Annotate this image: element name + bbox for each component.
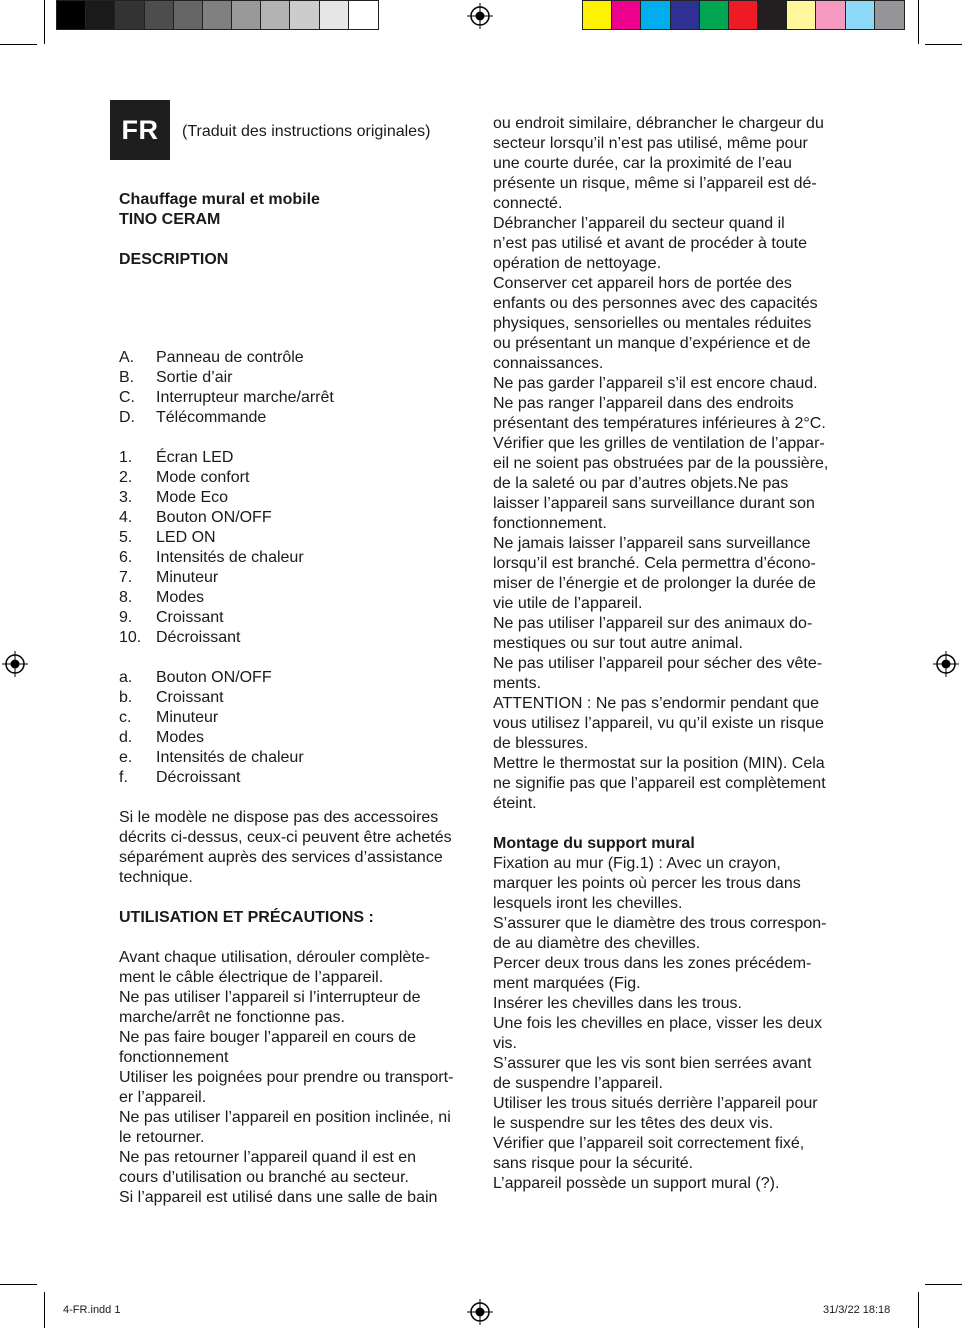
text-line: ou endroit similaire, débrancher le chargeur du bbox=[493, 115, 824, 132]
list-item-label: Écran LED bbox=[156, 449, 234, 466]
text-line: ment le câble électrique de l’appareil. bbox=[119, 969, 384, 986]
text-line: Vérifier que les grilles de ventilation de l’appar- bbox=[493, 435, 825, 452]
text-line: décrits ci-dessus, ceux-ci peuvent être achetés bbox=[119, 829, 452, 846]
text-line: ment marquées (Fig. bbox=[493, 975, 641, 992]
text-line: S’assurer que le diamètre des trous correspon- bbox=[493, 915, 827, 932]
list-item-label: Décroissant bbox=[156, 769, 241, 786]
text-line: vis. bbox=[493, 1035, 517, 1052]
color-swatch bbox=[86, 1, 115, 29]
text-line: S’assurer que les vis sont bien serrées avant bbox=[493, 1055, 812, 1072]
color-swatch bbox=[290, 1, 319, 29]
list-item-label: Décroissant bbox=[156, 629, 241, 646]
text-line: technique. bbox=[119, 869, 193, 886]
list-item-key: d. bbox=[119, 729, 133, 746]
list-item-label: Modes bbox=[156, 729, 205, 746]
text-line: Ne pas faire bouger l’appareil en cours de bbox=[119, 1029, 417, 1046]
footer-date: 31/3/22 18:18 bbox=[823, 1304, 891, 1316]
text-line: Ne pas utiliser l’appareil sur des animaux do- bbox=[493, 615, 813, 632]
text-line: eil ne soient pas obstruées par de la poussière, bbox=[493, 455, 829, 472]
text-line: marquer les points où percer les trous dans bbox=[493, 875, 801, 892]
text-line: ou présentant un manque d’expérience et de bbox=[493, 335, 811, 352]
text-line: lorsqu’il est branché. Cela permettra d’écono- bbox=[493, 555, 816, 572]
list-item-key: c. bbox=[119, 709, 132, 726]
color-swatch bbox=[203, 1, 232, 29]
color-swatch bbox=[816, 1, 845, 29]
list-item-label: Panneau de contrôle bbox=[156, 349, 304, 366]
list-item-key: b. bbox=[119, 689, 133, 706]
list-item-label: Interrupteur marche/arrêt bbox=[156, 389, 334, 406]
text-line: Si le modèle ne dispose pas des accessoires bbox=[119, 809, 439, 826]
language-badge: FR bbox=[110, 100, 170, 160]
text-line: connaissances. bbox=[493, 355, 604, 372]
text-line: de au diamètre des chevilles. bbox=[493, 935, 701, 952]
list-item bbox=[119, 508, 469, 528]
list-item bbox=[119, 728, 469, 748]
text-line: Ne jamais laisser l’appareil sans surveillance bbox=[493, 535, 811, 552]
color-swatch bbox=[846, 1, 875, 29]
text-line: secteur lorsqu’il n’est pas utilisé, même pour bbox=[493, 135, 808, 152]
color-swatch bbox=[174, 1, 203, 29]
product-title-line2: TINO CERAM bbox=[119, 211, 221, 228]
registration-mark-icon bbox=[933, 651, 959, 677]
crop-mark bbox=[44, 0, 45, 44]
text-line: Vérifier que l’appareil soit correctement fixé, bbox=[493, 1135, 805, 1152]
list-item-key: C. bbox=[119, 389, 135, 406]
text-line: éteint. bbox=[493, 795, 537, 812]
color-swatch bbox=[145, 1, 174, 29]
text-line: ATTENTION : Ne pas s’endormir pendant que bbox=[493, 695, 820, 712]
usage-heading: UTILISATION ET PRÉCAUTIONS : bbox=[119, 909, 374, 926]
text-line: Mettre le thermostat sur la position (MIN). Cela bbox=[493, 755, 825, 772]
list-item-label: LED ON bbox=[156, 529, 216, 546]
text-line: fonctionnement bbox=[119, 1049, 229, 1066]
registration-mark-icon bbox=[467, 1299, 493, 1325]
list-item-key: 10. bbox=[119, 629, 142, 646]
text-line: de blessures. bbox=[493, 735, 589, 752]
list-item bbox=[119, 348, 469, 368]
color-swatch bbox=[641, 1, 670, 29]
text-line: présente un risque, même si l’appareil est dé- bbox=[493, 175, 817, 192]
remote-control-list bbox=[119, 668, 469, 788]
list-item bbox=[119, 608, 469, 628]
color-swatch bbox=[612, 1, 641, 29]
text-line: physiques, sensorielles ou mentales réduites bbox=[493, 315, 812, 332]
text-line: Avant chaque utilisation, dérouler complète- bbox=[119, 949, 430, 966]
product-title-line1: Chauffage mural et mobile bbox=[119, 191, 320, 208]
list-item-key: 4. bbox=[119, 509, 133, 526]
crop-mark bbox=[0, 1284, 37, 1285]
text-line: vie utile de l’appareil. bbox=[493, 595, 643, 612]
text-line: connecté. bbox=[493, 195, 563, 212]
text-line: une courte durée, car la proximité de l’eau bbox=[493, 155, 792, 172]
text-line: marche/arrêt ne fonctionne pas. bbox=[119, 1009, 345, 1026]
list-item-key: f. bbox=[119, 769, 128, 786]
list-item-label: Croissant bbox=[156, 689, 224, 706]
left-column bbox=[119, 190, 469, 1208]
registration-mark-icon bbox=[2, 651, 28, 677]
list-item-label: Intensités de chaleur bbox=[156, 549, 304, 566]
footer-file: 4-FR.indd 1 bbox=[63, 1304, 121, 1316]
list-item-key: 6. bbox=[119, 549, 133, 566]
text-line: le suspendre sur les têtes des deux vis. bbox=[493, 1115, 774, 1132]
text-line: Ne pas utiliser l’appareil si l’interrupteur de bbox=[119, 989, 421, 1006]
list-item-label: Minuteur bbox=[156, 709, 219, 726]
usage-paragraph bbox=[119, 948, 469, 1208]
list-item bbox=[119, 548, 469, 568]
list-item bbox=[119, 628, 469, 648]
text-line: de suspendre l’appareil. bbox=[493, 1075, 663, 1092]
crop-mark bbox=[918, 1292, 919, 1328]
text-line: mestiques ou sur tout autre animal. bbox=[493, 635, 743, 652]
color-swatch bbox=[787, 1, 816, 29]
list-item bbox=[119, 568, 469, 588]
mount-heading: Montage du support mural bbox=[493, 835, 695, 852]
list-item-label: Modes bbox=[156, 589, 205, 606]
description-heading: DESCRIPTION bbox=[119, 251, 229, 268]
crop-mark bbox=[918, 0, 919, 44]
list-item bbox=[119, 588, 469, 608]
text-line: ments. bbox=[493, 675, 542, 692]
list-item-key: 7. bbox=[119, 569, 133, 586]
color-swatch bbox=[57, 1, 86, 29]
text-line: opération de nettoyage. bbox=[493, 255, 662, 272]
text-line: ne signifie pas que l’appareil est complètement bbox=[493, 775, 826, 792]
list-item-label: Télécommande bbox=[156, 409, 267, 426]
list-item-label: Croissant bbox=[156, 609, 224, 626]
text-line: Insérer les chevilles dans les trous. bbox=[493, 995, 742, 1012]
list-item-label: Mode Eco bbox=[156, 489, 229, 506]
text-line: miser de l’énergie et de prolonger la durée de bbox=[493, 575, 816, 592]
text-line: séparément auprès des services d’assistance bbox=[119, 849, 443, 866]
list-item-key: 2. bbox=[119, 469, 133, 486]
text-line: Débrancher l’appareil du secteur quand il bbox=[493, 215, 785, 232]
list-item-label: Minuteur bbox=[156, 569, 219, 586]
list-item bbox=[119, 748, 469, 768]
list-item-key: 5. bbox=[119, 529, 133, 546]
list-item-label: Intensités de chaleur bbox=[156, 749, 304, 766]
parts-list bbox=[119, 348, 469, 428]
list-item bbox=[119, 468, 469, 488]
color-swatch bbox=[875, 1, 904, 29]
crop-mark bbox=[925, 1284, 962, 1285]
text-line: le retourner. bbox=[119, 1129, 205, 1146]
text-line: n’est pas utilisé et avant de procéder à toute bbox=[493, 235, 807, 252]
list-item-key: B. bbox=[119, 369, 135, 386]
list-item-key: 8. bbox=[119, 589, 133, 606]
list-item bbox=[119, 768, 469, 788]
color-swatch bbox=[232, 1, 261, 29]
list-item bbox=[119, 708, 469, 728]
text-line: Conserver cet appareil hors de portée des bbox=[493, 275, 792, 292]
color-swatch bbox=[583, 1, 612, 29]
list-item-key: e. bbox=[119, 749, 133, 766]
text-line: Percer deux trous dans les zones précédem- bbox=[493, 955, 812, 972]
list-item bbox=[119, 488, 469, 508]
list-item-label: Bouton ON/OFF bbox=[156, 669, 272, 686]
precautions-paragraph bbox=[493, 114, 853, 814]
crop-mark bbox=[0, 44, 37, 45]
text-line: vous utilisez l’appareil, vu qu’il existe un risque bbox=[493, 715, 824, 732]
text-line: Ne pas ranger l’appareil dans des endroits bbox=[493, 395, 794, 412]
right-column bbox=[493, 114, 853, 1194]
list-item bbox=[119, 388, 469, 408]
mount-paragraph bbox=[493, 854, 853, 1194]
text-line: sans risque pour la sécurité. bbox=[493, 1155, 694, 1172]
grayscale-bar bbox=[56, 0, 379, 30]
text-line: fonctionnement. bbox=[493, 515, 607, 532]
accessories-paragraph bbox=[119, 808, 469, 888]
text-line: présentant des températures inférieures à 2°C. bbox=[493, 415, 826, 432]
list-item-key: 3. bbox=[119, 489, 133, 506]
list-item bbox=[119, 408, 469, 428]
list-item-key: D. bbox=[119, 409, 135, 426]
list-item-key: 1. bbox=[119, 449, 133, 466]
list-item-key: A. bbox=[119, 349, 135, 366]
list-item-key: 9. bbox=[119, 609, 133, 626]
color-swatch bbox=[729, 1, 758, 29]
color-swatch bbox=[671, 1, 700, 29]
text-line: cours d’utilisation ou branché au secteur. bbox=[119, 1169, 409, 1186]
list-item bbox=[119, 528, 469, 548]
text-line: Ne pas utiliser l’appareil en position inclinée, ni bbox=[119, 1109, 451, 1126]
text-line: enfants ou des personnes avec des capacités bbox=[493, 295, 818, 312]
text-line: Utiliser les trous situés derrière l’appareil pour bbox=[493, 1095, 818, 1112]
text-line: Si l’appareil est utilisé dans une salle de bain bbox=[119, 1189, 438, 1206]
text-line: de la saleté ou par d’autres objets.Ne pas bbox=[493, 475, 789, 492]
text-line: lesquels iront les chevilles. bbox=[493, 895, 683, 912]
text-line: Ne pas garder l’appareil s’il est encore chaud. bbox=[493, 375, 818, 392]
text-line: Utiliser les poignées pour prendre ou transport- bbox=[119, 1069, 454, 1086]
list-item bbox=[119, 368, 469, 388]
list-item bbox=[119, 448, 469, 468]
color-swatch bbox=[261, 1, 290, 29]
text-line: Ne pas retourner l’appareil quand il est en bbox=[119, 1149, 417, 1166]
color-swatch bbox=[349, 1, 378, 29]
text-line: laisser l’appareil sans surveillance durant son bbox=[493, 495, 815, 512]
color-swatch bbox=[320, 1, 349, 29]
text-line: er l’appareil. bbox=[119, 1089, 207, 1106]
crop-mark bbox=[44, 1292, 45, 1328]
text-line: Une fois les chevilles en place, visser les deux bbox=[493, 1015, 823, 1032]
color-bar bbox=[582, 0, 905, 30]
list-item-label: Sortie d’air bbox=[156, 369, 233, 386]
list-item-label: Mode confort bbox=[156, 469, 250, 486]
registration-mark-icon bbox=[467, 3, 493, 29]
text-line: Ne pas utiliser l’appareil pour sécher des vête- bbox=[493, 655, 823, 672]
control-panel-list bbox=[119, 448, 469, 648]
list-item-label: Bouton ON/OFF bbox=[156, 509, 272, 526]
list-item bbox=[119, 688, 469, 708]
color-swatch bbox=[700, 1, 729, 29]
text-line: Fixation au mur (Fig.1) : Avec un crayon, bbox=[493, 855, 781, 872]
text-line: L’appareil possède un support mural (?). bbox=[493, 1175, 780, 1192]
crop-mark bbox=[925, 44, 962, 45]
list-item bbox=[119, 668, 469, 688]
color-swatch bbox=[115, 1, 144, 29]
translation-note: (Traduit des instructions originales) bbox=[182, 123, 431, 140]
color-swatch bbox=[758, 1, 787, 29]
list-item-key: a. bbox=[119, 669, 133, 686]
